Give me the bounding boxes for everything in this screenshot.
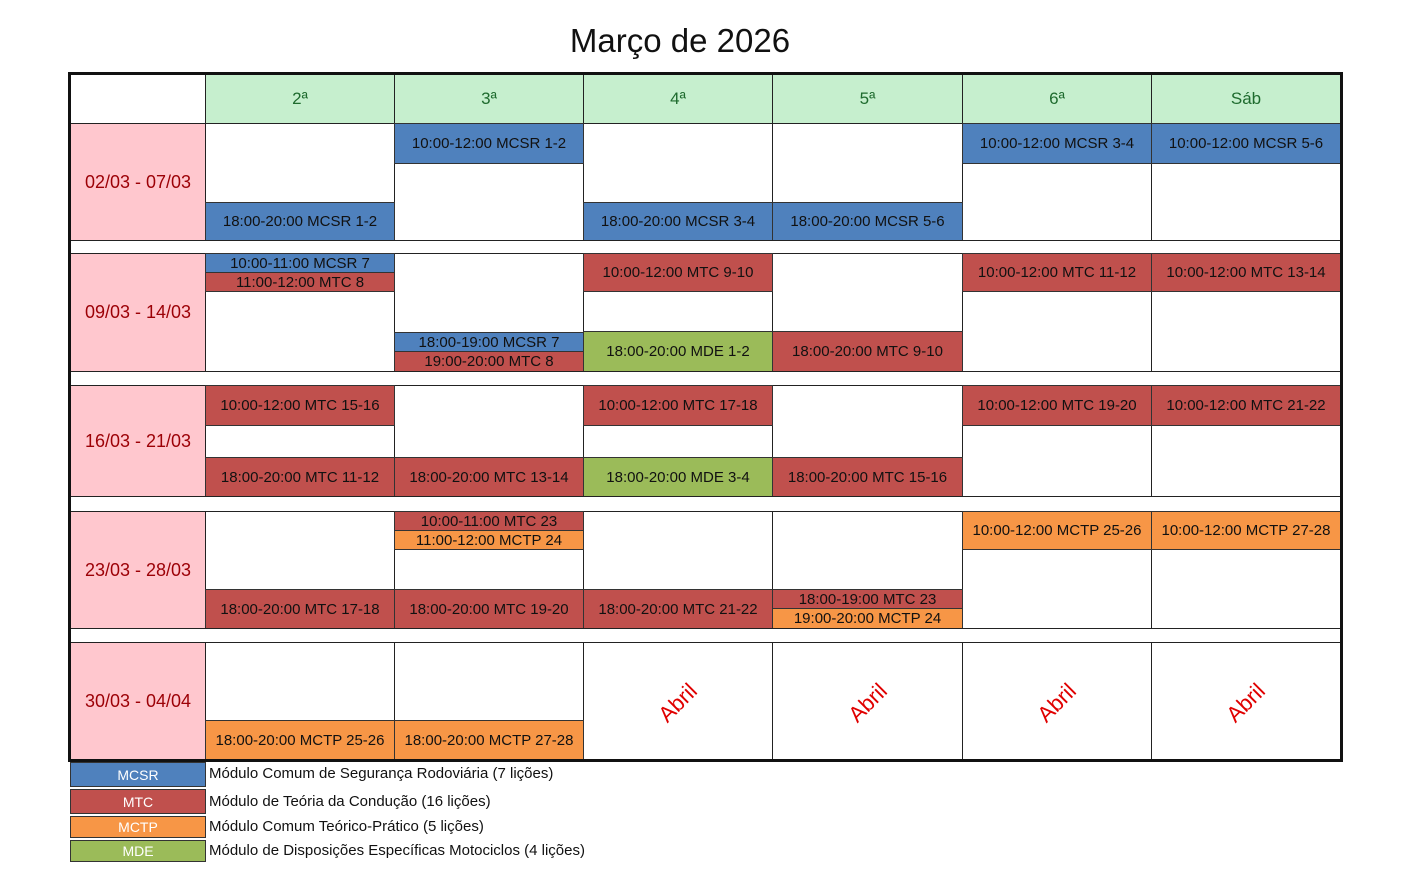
day-header-tue: 3ª	[394, 74, 584, 124]
week-separator	[70, 371, 1341, 386]
event-mtc: 18:00-20:00 MTC 15-16	[772, 457, 963, 497]
day-header-mon: 2ª	[205, 74, 395, 124]
week-label: 09/03 - 14/03	[70, 253, 206, 372]
event-mcsr: 10:00-12:00 MCSR 1-2	[394, 123, 584, 164]
event-mtc: 19:00-20:00 MTC 8	[394, 351, 584, 372]
event-mtc: 10:00-12:00 MTC 21-22	[1151, 385, 1341, 426]
legend-swatch-mde: MDE	[70, 840, 206, 862]
event-mtc: 18:00-20:00 MTC 11-12	[205, 457, 395, 497]
page-title: Março de 2026	[569, 22, 791, 59]
event-mde: 18:00-20:00 MDE 3-4	[583, 457, 773, 497]
week-label: 23/03 - 28/03	[70, 511, 206, 629]
legend-swatch-mtc: MTC	[70, 789, 206, 814]
week-separator	[70, 628, 1341, 643]
empty-slot	[394, 549, 584, 590]
event-mctp: 10:00-12:00 MCTP 25-26	[962, 511, 1152, 550]
event-mcsr: 10:00-12:00 MCSR 5-6	[1151, 123, 1341, 164]
abril-label: Abril	[1032, 678, 1082, 728]
event-mtc: 10:00-12:00 MTC 17-18	[583, 385, 773, 426]
empty-slot	[962, 549, 1152, 629]
day-header-fri: 6ª	[962, 74, 1152, 124]
event-mcsr: 10:00-12:00 MCSR 3-4	[962, 123, 1152, 164]
empty-slot	[1151, 549, 1341, 629]
empty-slot	[1151, 425, 1341, 497]
empty-slot	[962, 163, 1152, 241]
event-mctp: 18:00-20:00 MCTP 27-28	[394, 720, 584, 760]
legend-text-mde: Módulo de Disposições Específicas Motociclos (4 lições)	[209, 842, 585, 859]
legend-text-mctp: Módulo Comum Teórico-Prático (5 lições)	[209, 818, 484, 835]
week-label: 02/03 - 07/03	[70, 123, 206, 241]
day-header-wed: 4ª	[583, 74, 773, 124]
legend-text-mcsr: Módulo Comum de Segurança Rodoviária (7 lições)	[209, 765, 554, 782]
empty-slot	[394, 163, 584, 241]
empty-slot	[962, 425, 1152, 497]
event-mcsr: 18:00-19:00 MCSR 7	[394, 332, 584, 352]
week-separator	[70, 240, 1341, 254]
event-mctp: 10:00-12:00 MCTP 27-28	[1151, 511, 1341, 550]
event-mtc: 18:00-20:00 MTC 19-20	[394, 589, 584, 629]
week-label: 30/03 - 04/04	[70, 642, 206, 760]
legend-swatch-mcsr: MCSR	[70, 762, 206, 787]
event-mtc: 10:00-12:00 MTC 15-16	[205, 385, 395, 426]
event-mtc: 10:00-12:00 MTC 13-14	[1151, 253, 1341, 292]
event-mcsr: 18:00-20:00 MCSR 5-6	[772, 202, 963, 241]
empty-slot	[962, 291, 1152, 372]
event-mtc: 18:00-19:00 MTC 23	[772, 589, 963, 609]
day-header-thu: 5ª	[772, 74, 963, 124]
event-mtc: 10:00-12:00 MTC 19-20	[962, 385, 1152, 426]
legend-text-mtc: Módulo de Teória da Condução (16 lições)	[209, 793, 491, 810]
event-mde: 18:00-20:00 MDE 1-2	[583, 331, 773, 372]
abril-label: Abril	[1221, 678, 1271, 728]
event-mcsr: 18:00-20:00 MCSR 1-2	[205, 202, 395, 241]
event-mctp: 19:00-20:00 MCTP 24	[772, 608, 963, 629]
event-mtc: 18:00-20:00 MTC 21-22	[583, 589, 773, 629]
corner-cell	[70, 74, 206, 124]
empty-slot	[1151, 163, 1341, 241]
event-mtc: 10:00-11:00 MTC 23	[394, 511, 584, 531]
abril-label: Abril	[653, 678, 703, 728]
empty-slot	[1151, 291, 1341, 372]
event-mtc: 10:00-12:00 MTC 9-10	[583, 253, 773, 292]
week-label: 16/03 - 21/03	[70, 385, 206, 497]
event-mctp: 11:00-12:00 MCTP 24	[394, 530, 584, 550]
week-separator	[70, 496, 1341, 512]
abril-label: Abril	[843, 678, 893, 728]
event-mcsr: 18:00-20:00 MCSR 3-4	[583, 202, 773, 241]
event-mtc: 18:00-20:00 MTC 13-14	[394, 457, 584, 497]
legend-swatch-mctp: MCTP	[70, 816, 206, 838]
event-mtc: 10:00-12:00 MTC 11-12	[962, 253, 1152, 292]
day-header-sat: Sáb	[1151, 74, 1341, 124]
event-mcsr: 10:00-11:00 MCSR 7	[205, 253, 395, 273]
event-mctp: 18:00-20:00 MCTP 25-26	[205, 720, 395, 760]
event-mtc: 18:00-20:00 MTC 17-18	[205, 589, 395, 629]
event-mtc: 18:00-20:00 MTC 9-10	[772, 331, 963, 372]
event-mtc: 11:00-12:00 MTC 8	[205, 272, 395, 292]
empty-slot	[583, 291, 773, 332]
